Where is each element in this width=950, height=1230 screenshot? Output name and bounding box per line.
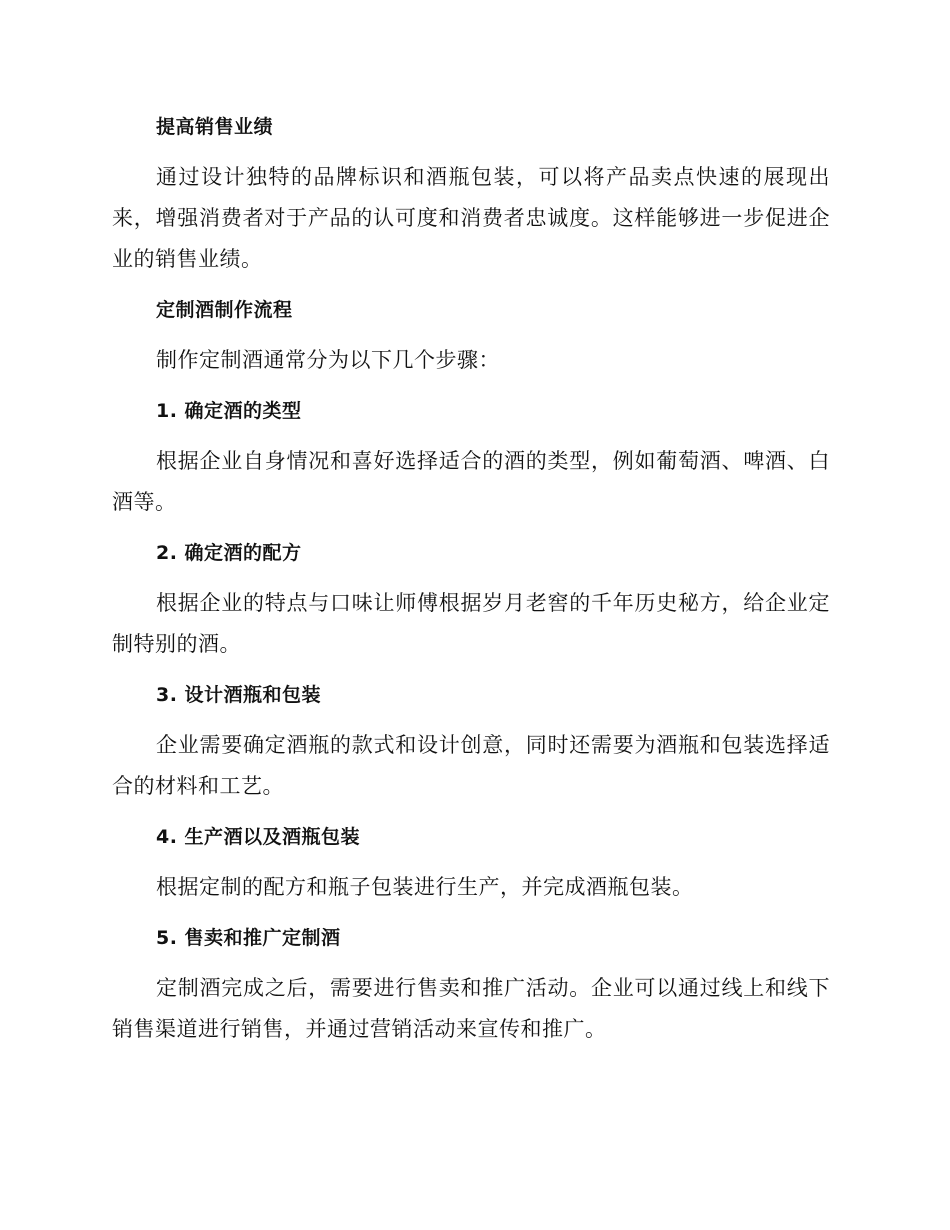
- step-heading-1: 1. 确定酒的类型: [156, 400, 302, 422]
- step-heading-4: 4. 生产酒以及酒瓶包装: [156, 826, 361, 848]
- section-heading-sales: 提高销售业绩: [156, 116, 274, 138]
- step-paragraph-2: 根据企业的特点与口味让师傅根据岁月老窖的千年历史秘方，给企业定制特别的酒。: [112, 591, 830, 656]
- step-paragraph-3: 企业需要确定酒瓶的款式和设计创意，同时还需要为酒瓶和包装选择适合的材料和工艺。: [112, 733, 830, 798]
- step-paragraph-1: 根据企业自身情况和喜好选择适合的酒的类型，例如葡萄酒、啤酒、白酒等。: [112, 449, 830, 514]
- step-heading-5: 5. 售卖和推广定制酒: [156, 927, 341, 949]
- step-paragraph-5: 定制酒完成之后，需要进行售卖和推广活动。企业可以通过线上和线下销售渠道进行销售，并通过营销活动来宣传和推广。: [112, 976, 830, 1041]
- paragraph-sales: 通过设计独特的品牌标识和酒瓶包装，可以将产品卖点快速的展现出来，增强消费者对于产品的认可度和消费者忠诚度。这样能够进一步促进企业的销售业绩。: [112, 165, 830, 271]
- step-heading-3: 3. 设计酒瓶和包装: [156, 684, 322, 706]
- step-paragraph-4: 根据定制的配方和瓶子包装进行生产，并完成酒瓶包装。: [156, 875, 694, 899]
- paragraph-process-intro: 制作定制酒通常分为以下几个步骤：: [156, 348, 500, 372]
- document-body: [112, 108, 830, 1061]
- section-heading-process: 定制酒制作流程: [156, 299, 293, 321]
- step-heading-2: 2. 确定酒的配方: [156, 542, 302, 564]
